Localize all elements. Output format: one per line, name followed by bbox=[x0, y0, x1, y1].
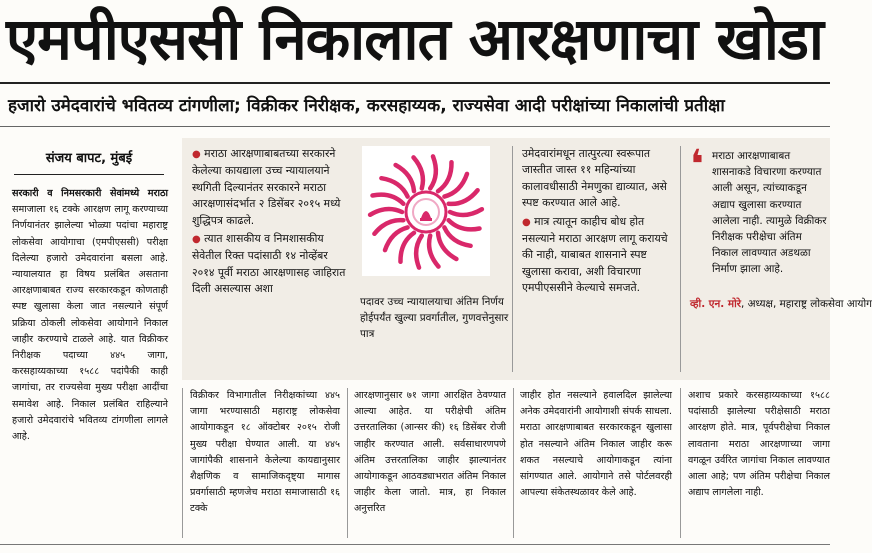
column-2 bbox=[190, 388, 340, 536]
column-4 bbox=[520, 388, 672, 536]
lead-text: सरकारी व निमसरकारी सेवांमध्ये मराठा bbox=[12, 188, 168, 199]
sun-ray bbox=[416, 236, 422, 268]
sun-ray bbox=[450, 209, 482, 215]
column-2-text: विक्रीकर विभागातील निरीक्षकांच्या ४४५ जागा भरण्यासाठी महाराष्ट्र लोकसेवा आयोगाकडून १८ ऑक्टोबर २०१५ रोजी मुख्य परीक्षा घेण्यात आली. या ४४५ जागांपैकी शासनाने केलेल्या कायद्यानुसार शैक्षणिक व सामाजिकदृष्ट्या मागास प्रवर्गासाठी म्हणजेच मराठा समाजासाठी १६ टक्के bbox=[190, 390, 340, 515]
headline-rule bbox=[0, 82, 830, 84]
sun-ray bbox=[373, 195, 404, 204]
column-divider-2 bbox=[347, 388, 348, 538]
mpsc-logo bbox=[362, 146, 490, 276]
column-divider-3 bbox=[513, 388, 514, 538]
sun-ray bbox=[370, 209, 402, 215]
column-5 bbox=[688, 388, 830, 536]
box-3-para-2: मात्र त्यातून काहीच बोध होत नसल्याने मराठा आरक्षण लागू करायचे की नाही, याबाबत शासनाने स्पष्ट खुलासा करावा, अशी विचारणा एमपीएससीने केल्याचे समजते. bbox=[522, 214, 668, 295]
info-box-1 bbox=[192, 146, 350, 372]
box-3-para-1: उमेदवारांमधून तात्पुरत्या स्वरूपात जास्तीत जास्त ११ महिन्यांच्या कालावधीसाठी नेमणुका द्याव्यात, असे स्पष्ट करण्यात आले आहे. bbox=[522, 147, 667, 210]
quote-role: , अध्यक्ष, महाराष्ट्र लोकसेवा आयोग bbox=[741, 298, 872, 310]
sun-ray bbox=[414, 157, 423, 188]
column-3 bbox=[354, 388, 506, 536]
column-divider-1 bbox=[182, 388, 183, 538]
sun-ray bbox=[438, 162, 452, 191]
column-5-text: अशाच प्रकारे करसहाय्यकाच्या १५८८ पदांसाठी झालेल्या परीक्षेसाठी मराठा आरक्षण होते. मात्र, पूर्वपरीक्षेचा निकाल लावताना मराठा आरक्षणाच्या जागा वगळून उर्वरित जागांचा निकाल लावण्यात आला आहे; पण अंतिम परीक्षेचा निकाल अद्याप लागलेला नाही. bbox=[688, 390, 830, 499]
byline: संजय बापट, मुंबई bbox=[45, 151, 133, 166]
panel-divider bbox=[512, 146, 513, 372]
quote-divider bbox=[680, 146, 681, 372]
column-divider-4 bbox=[680, 388, 681, 538]
box-1-para-1: मराठा आरक्षणाबाबतच्या सरकारने केलेल्या कायद्याला उच्च न्यायालयाने स्थगिती दिल्यानंतर सरकारने मराठा आरक्षणासंदर्भात २ डिसेंबर २०१५ मध्ये शुद्धिपत्र काढले. bbox=[192, 147, 341, 227]
byline-rule bbox=[14, 174, 164, 175]
sun-ray bbox=[430, 156, 436, 188]
quote-mark-icon: ❛ bbox=[690, 142, 704, 188]
bottom-rule bbox=[0, 544, 830, 545]
box-1-para-2: त्यात शासकीय व निमशासकीय सेवेतील रिक्त पदांसाठी १४ नोव्हेंबर २०१४ पूर्वी मराठा आरक्षणासह जाहिरात दिली असल्यास अशा bbox=[192, 232, 346, 296]
column-4-text: जाहीर होत नसल्याने हवालदिल झालेल्या अनेक उमेदवारांनी आयोगाशी संपर्क साधला. मराठा आरक्षणाबाबत सरकारकडून खुलासा होत नसल्याने अंतिम निकाल जाहीर करू शकत नसल्याचे आयोगाकडून त्यांना सांगण्यात आले. आयोगाने तसे पोर्टलवरही आपल्या संकेतस्थळावर केले आहे. bbox=[520, 390, 672, 499]
mpsc-sun-emblem-icon bbox=[362, 146, 490, 276]
sun-ray bbox=[449, 220, 480, 229]
column-3-text: आरक्षणानुसार ७१ जागा आरक्षित ठेवण्यात आल्या आहेत. या परीक्षेची अंतिम उत्तरतालिका (आन्सर की) १६ डिसेंबर रोजी जाहीर करण्यात आली. सर्वसाधारणपणे अंतिम उत्तरतालिका जाहीर झाल्यानंतर आयोगाकडून आठवड्याभरात अंतिम निकाल जाहीर केला जातो. मात्र, हा निकाल अनुत्तरित bbox=[354, 390, 506, 515]
sun-ray bbox=[400, 233, 414, 262]
subheadline: हजारो उमेदवारांचे भवितव्य टांगणीला; विक्रीकर निरीक्षक, करसहाय्यक, राज्यसेवा आदी परीक्षांच्या निकालांची प्रतीक्षा bbox=[8, 96, 725, 116]
red-dot-bullet-icon: ● bbox=[192, 234, 201, 246]
red-dot-bullet-icon: ● bbox=[192, 149, 201, 160]
headline: एमपीएससी निकालात आरक्षणाचा खोडा bbox=[6, 5, 823, 73]
info-box-3 bbox=[522, 146, 672, 372]
red-dot-bullet-icon: ● bbox=[522, 216, 531, 228]
subhead-rule bbox=[0, 126, 830, 127]
quote-signature bbox=[690, 296, 872, 332]
logo-caption: पदावर उच्च न्यायालयाचा अंतिम निर्णय होईपर्यंत खुल्या प्रवर्गातील, गुणवत्तेनुसार पात्र bbox=[360, 296, 509, 340]
sun-ray bbox=[429, 236, 438, 267]
column-1 bbox=[12, 186, 168, 522]
column-1-text: समाजाला १६ टक्के आरक्षण लागू करण्याच्या निर्णयानंतर झालेल्या भोळ्या पदांचा महाराष्ट्र लोकसेवा आयोगाचा (एमपीएससी) परीक्षा दिलेल्या हजारो उमेदवारांना बसला आहे. न्यायालयात हा विषय प्रलंबित असताना आरक्षणाबाबत राज्य सरकारकडून कोणताही स्पष्ट खुलासा केला जात नसल्याने संपूर्ण प्रक्रिया ठोकली लोकसेवा आयोगाने निकाल जाहीर करण्याचे टाळले आहे. यात विक्रीकर निरीक्षक पदाच्या ४४५ जागा, करसहाय्यकाच्या १५८८ पदांपैकी काही जागांचा, तर राज्यसेवा मुख्य परीक्षा आदींचा समावेश आहे. निकाल प्रलंबित राहिल्याने हजारो उमेदवारांचे भवितव्य टांगणीला लागले आहे. bbox=[12, 204, 168, 443]
quote-text: मराठा आरक्षणाबाबत शासनाकडे विचारणा करण्यात आली असून, त्यांच्याकडून अद्याप खुलासा करण्यात आलेला नाही. त्यामुळे विक्रीकर निरीक्षक परीक्षेचा अंतिम निकाल लावण्यात अडथळा निर्माण झाला आहे. bbox=[712, 150, 827, 276]
quote-name: व्ही. एन. मोरे bbox=[690, 298, 742, 310]
